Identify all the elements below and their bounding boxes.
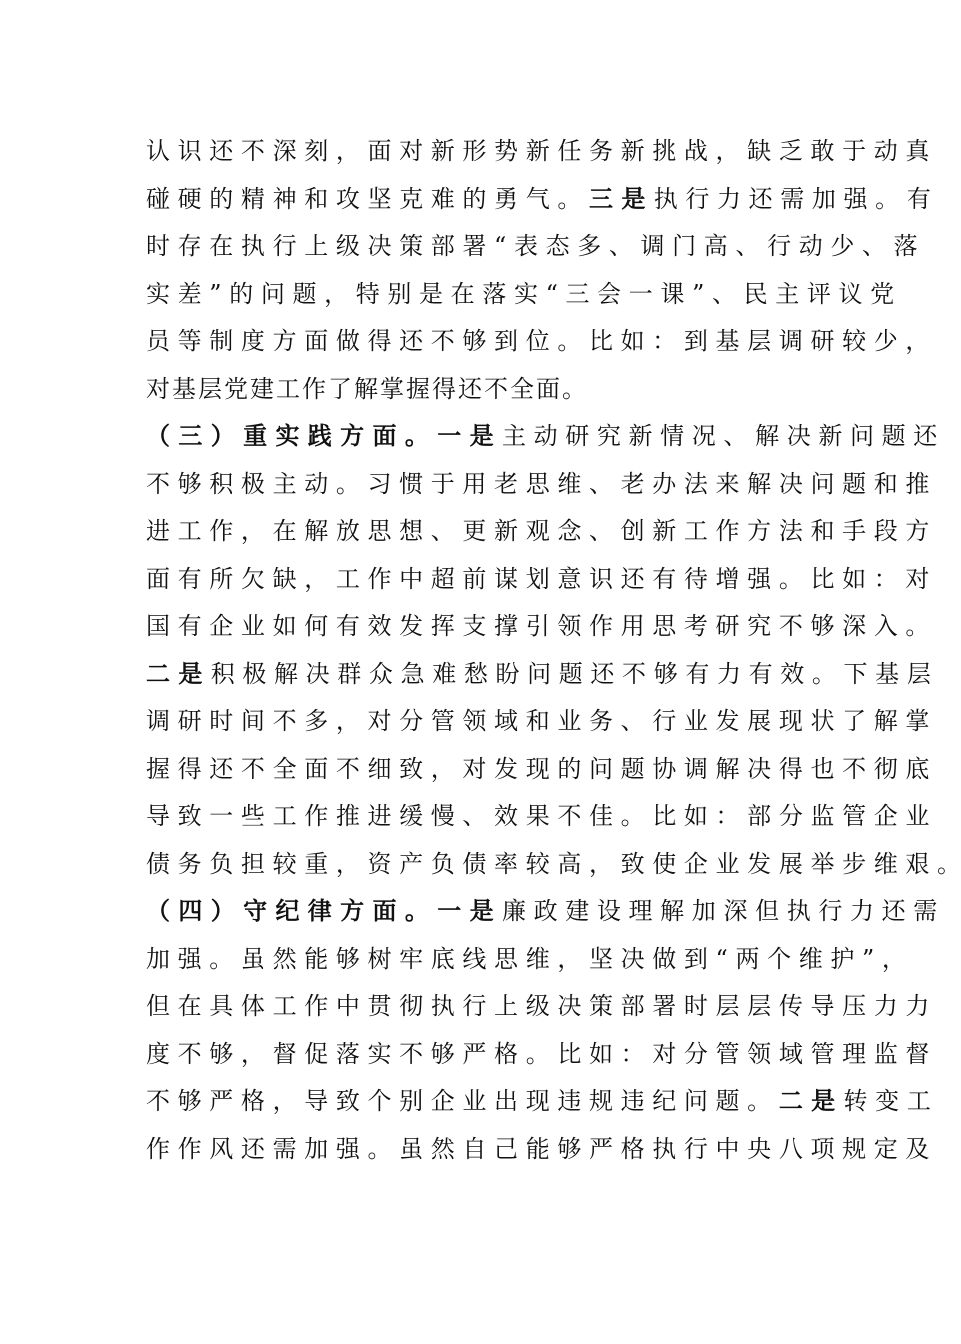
text-segment: 廉 政 建 设 理 解 加 深 但 执 行 力 还 需 (501, 897, 938, 925)
bold-text-segment: （ 四 ） 守 纪 律 方 面 。 一 是 (146, 897, 502, 925)
text-segment: 加 强 。 虽 然 能 够 树 牢 底 线 思 维 ， 坚 决 做 到 “ 两 个 维 护 ” ， (146, 944, 906, 973)
text-segment: 执 行 力 还 需 加 强 。 有 (653, 184, 931, 213)
text-segment: 导 致 一 些 工 作 推 进 缓 慢 、 效 果 不 佳 。 比 如 ： 部 分 监 管 企 业 (146, 802, 930, 830)
text-line (146, 603, 930, 651)
text-segment: 国 有 企 业 如 何 有 效 发 挥 支 撑 引 领 作 用 思 考 研 究 不 够 深 入 。 (146, 612, 930, 640)
text-segment: 不 够 严 格 ， 导 致 个 别 企 业 出 现 违 规 违 纪 问 题 。 (146, 1087, 779, 1115)
bold-text-segment: （ 三 ） 重 实 践 方 面 。 一 是 (146, 422, 502, 450)
bold-text-segment: 三 是 (588, 184, 654, 213)
text-line (146, 936, 906, 984)
text-line (146, 651, 931, 699)
text-segment: 碰 硬 的 精 神 和 攻 坚 克 难 的 勇 气 。 (146, 184, 589, 213)
body-text (146, 128, 961, 1173)
text-line (146, 793, 930, 841)
text-line (146, 983, 930, 1031)
text-segment: 积 极 解 决 群 众 急 难 愁 盼 问 题 还 不 够 有 力 有 效 。 下 基 层 (210, 659, 931, 688)
text-segment: 转 变 工 (843, 1087, 931, 1115)
text-segment: 进 工 作 ， 在 解 放 思 想 、 更 新 观 念 、 创 新 工 作 方 法 和 手 段 方 (146, 517, 930, 545)
text-segment: 但 在 具 体 工 作 中 贯 彻 执 行 上 级 决 策 部 署 时 层 层 传 导 压 力 力 (146, 992, 930, 1020)
text-segment: 握 得 还 不 全 面 不 细 致 ， 对 发 现 的 问 题 协 调 解 决 得 也 不 彻 底 (146, 754, 930, 783)
text-line (146, 271, 895, 319)
text-segment: 员 等 制 度 方 面 做 得 还 不 够 到 位 。 比 如 ： 到 基 层 调 研 较 少 ， (146, 327, 930, 355)
text-segment: 调 研 时 间 不 多 ， 对 分 管 领 域 和 业 务 、 行 业 发 展 现 状 了 解 掌 (146, 707, 930, 735)
bold-text-segment: 二 是 (146, 659, 211, 688)
text-segment: 面 有 所 欠 缺 ， 工 作 中 超 前 谋 划 意 识 还 有 待 增 强 。 比 如 ： 对 (146, 564, 930, 593)
text-segment: 债 务 负 担 较 重 ， 资 产 负 债 率 较 高 ， 致 使 企 业 发 展 举 步 维 艰 。 (146, 849, 961, 878)
text-line (146, 176, 931, 224)
text-line (146, 413, 938, 461)
text-line (146, 366, 811, 414)
text-line (146, 1031, 930, 1079)
bold-text-segment: 二 是 (778, 1087, 844, 1115)
text-segment: 不 够 积 极 主 动 。 习 惯 于 用 老 思 维 、 老 办 法 来 解 决 问 题 和 推 (146, 469, 930, 498)
text-segment: 主 动 研 究 新 情 况 、 解 决 新 问 题 还 (501, 422, 938, 450)
text-line (146, 461, 930, 509)
text-line (146, 888, 938, 936)
text-line (146, 556, 930, 604)
text-line (146, 318, 930, 366)
text-segment: 实 差 ” 的 问 题 ， 特 别 是 在 落 实 “ 三 会 一 课 ” 、 民 主 评 议 党 (146, 279, 895, 308)
text-line (146, 508, 930, 556)
text-line (146, 1126, 930, 1174)
text-line (146, 746, 930, 794)
text-segment: 作 作 风 还 需 加 强 。 虽 然 自 己 能 够 严 格 执 行 中 央 八 项 规 定 及 (146, 1134, 930, 1163)
text-line (146, 223, 918, 271)
text-segment: 认 识 还 不 深 刻 ， 面 对 新 形 势 新 任 务 新 挑 战 ， 缺 乏 敢 于 动 真 (146, 137, 930, 165)
text-line (146, 1078, 931, 1126)
text-segment: 度 不 够 ， 督 促 落 实 不 够 严 格 。 比 如 ： 对 分 管 领 域 管 理 监 督 (146, 1039, 930, 1068)
text-segment: 时 存 在 执 行 上 级 决 策 部 署 “ 表 态 多 、 调 门 高 、 行 动 少 、 落 (146, 232, 918, 260)
text-line (146, 128, 930, 176)
text-segment: 对基层党建工作了解掌握得还不全面。 (146, 374, 588, 403)
text-line (146, 841, 961, 889)
text-line (146, 698, 930, 746)
